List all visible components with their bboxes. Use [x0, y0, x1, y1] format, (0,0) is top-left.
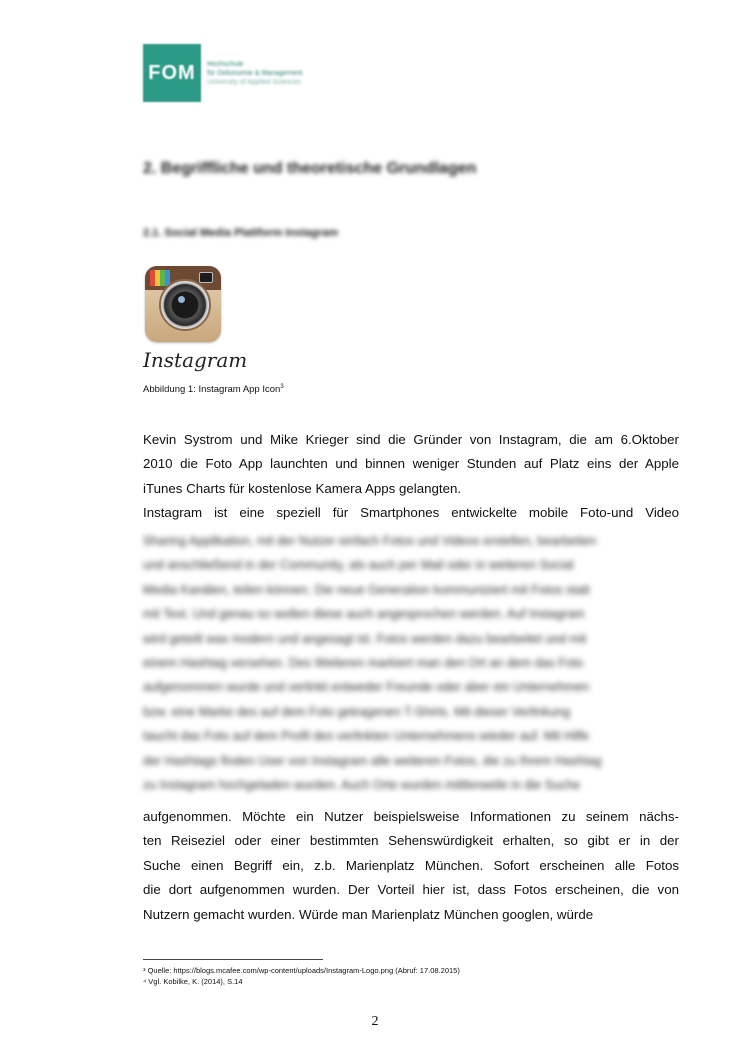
- paragraph-line: Suche einen Begriff ein, z.b. Marienplatz München. Sofort erscheinen alle Fotos: [143, 857, 679, 873]
- logo-line-2: für Oekonomie & Management: [207, 69, 303, 77]
- instagram-wordmark: Instagram: [143, 348, 248, 372]
- paragraph-line: ten Reiseziel oder einer bestimmten Sehenswürdigkeit erhalten, so gibt er in der: [143, 833, 679, 849]
- blurred-line: und anschließend in der Community, als auch per Mail oder in weiteren Social: [143, 558, 574, 573]
- paragraph-line: aufgenommen. Möchte ein Nutzer beispielsweise Informationen zu seinem nächs-: [143, 809, 679, 824]
- paragraph-1: [143, 428, 679, 526]
- paragraph-line: Instagram ist eine speziell für Smartphones entwickelte mobile Foto-und Video: [143, 505, 679, 521]
- blurred-line: aufgenommen wurde und verlinkt entweder Freunde oder aber ein Unternehmen: [143, 680, 590, 695]
- paragraph-line: die dort aufgenommen wurden. Der Vorteil hier ist, dass Fotos erscheinen, die von: [143, 882, 679, 898]
- paragraph-line: Kevin Systrom und Mike Krieger sind die Gründer von Instagram, die am 6.Oktober: [143, 432, 679, 447]
- blurred-line: bzw. eine Marke des auf dem Foto getragenen T-Shirts. Mit dieser Verlinkung: [143, 704, 571, 719]
- paragraph-line: iTunes Charts für kostenlose Kamera Apps gelangten.: [143, 480, 462, 496]
- footnote-divider: [143, 959, 323, 960]
- blurred-line: mit Text. Und genau so wollen diese auch angesprochen werden. Auf Instagram: [143, 607, 585, 622]
- page-number: 2: [371, 1014, 379, 1029]
- paragraph-line: Nutzern gemacht wurden. Würde man Marienplatz München googlen, würde: [143, 906, 594, 922]
- figure-caption: [143, 384, 284, 395]
- blurred-line: der Hashtags finden User von Instagram alle weiteren Fotos, die zu Ihrem Hashtag: [143, 753, 602, 768]
- fom-logo-text: [207, 60, 302, 87]
- paragraph-line: 2010 die Foto App launchten und binnen weniger Stunden auf Platz eins der Apple: [143, 456, 679, 472]
- instagram-app-icon: [145, 266, 221, 342]
- blurred-paragraph: [143, 529, 679, 797]
- chapter-heading: 2. Begriffliche und theoretische Grundlagen: [143, 160, 477, 177]
- paragraph-3: [143, 805, 679, 927]
- blurred-line: wird geteilt was modern und angesagt ist. Fotos werden dazu bearbeitet und mit: [143, 631, 587, 646]
- blurred-line: einem Hashtag versehen. Des Weiteren markiert man den Ort an dem das Foto: [143, 655, 584, 670]
- section-heading: 2.1. Social Media Plattform Instagram: [143, 227, 339, 239]
- footnote-ref-3: 3: [280, 384, 284, 390]
- viewfinder-icon: [199, 272, 213, 283]
- blurred-line: taucht das Foto auf dem Profil des verlinkten Unternehmens wieder auf. Mit Hilfe: [143, 729, 590, 744]
- blurred-line: Media Kanälen, teilen können. Die neue Generation kommuniziert mit Fotos statt: [143, 582, 590, 597]
- fom-logo: [143, 44, 302, 102]
- footnote-3: ³ Quelle: https://blogs.mcafee.com/wp-content/uploads/Instagram-Logo.png (Abruf: 17.08.2015): [143, 966, 460, 975]
- figure-caption-text: Abbildung 1: Instagram App Icon: [143, 384, 281, 396]
- footnote-4: ⁴ Vgl. Kobilke, K. (2014), S.14: [143, 977, 243, 986]
- camera-lens-icon: [159, 279, 211, 331]
- fom-logo-mark: FOM: [143, 44, 201, 102]
- blurred-line: Sharing Applikation, mit der Nutzer einfach Fotos und Videos erstellen, bearbeiten: [143, 534, 597, 548]
- blurred-line: zu Instagram hochgeladen wurden. Auch Orte wurden mittlerweile in die Suche: [143, 777, 581, 792]
- logo-line-1: Hochschule: [207, 60, 244, 68]
- logo-line-3: University of Applied Sciences: [207, 78, 301, 86]
